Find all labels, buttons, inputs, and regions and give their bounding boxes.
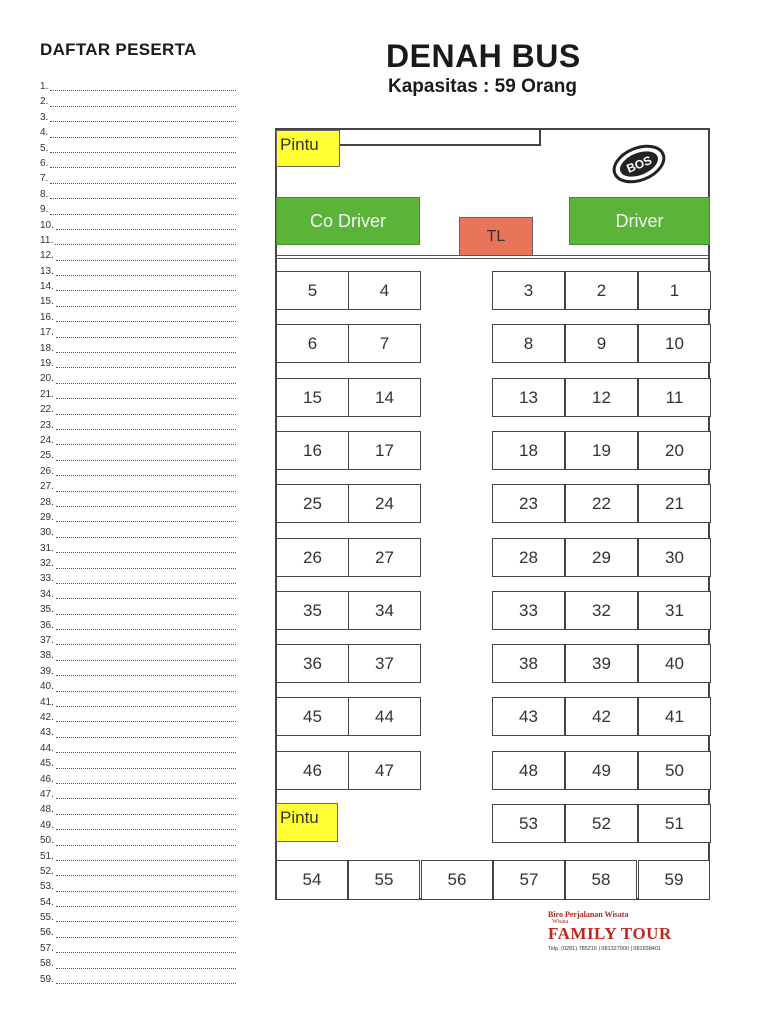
participant-number: 33.	[40, 573, 54, 585]
seat-47[interactable]: 47	[348, 751, 421, 790]
participant-name-line[interactable]	[56, 736, 236, 738]
seat-5[interactable]: 5	[276, 271, 349, 310]
participant-name-line[interactable]	[56, 505, 236, 507]
participant-name-line[interactable]	[56, 536, 236, 538]
seat-49[interactable]: 49	[565, 751, 638, 790]
participant-number: 42.	[40, 712, 54, 723]
participant-number: 19.	[40, 358, 54, 370]
participant-row	[40, 418, 236, 433]
participant-number: 37.	[40, 635, 54, 647]
seat-29[interactable]: 29	[565, 538, 638, 577]
participant-row	[40, 725, 236, 740]
participant-list	[40, 79, 236, 987]
seat-4[interactable]: 4	[348, 271, 421, 310]
participant-name-line[interactable]	[56, 490, 236, 492]
participant-number: 21.	[40, 388, 54, 400]
participant-name-line[interactable]	[56, 582, 236, 584]
participant-row	[40, 772, 236, 787]
seat-45[interactable]: 45	[276, 697, 349, 736]
capacity-subtitle: Kapasitas : 59 Orang	[388, 76, 578, 97]
participant-number: 3.	[40, 111, 49, 123]
page-title: DENAH BUS	[386, 38, 581, 74]
participant-number: 1.	[40, 80, 49, 92]
participant-number: 40.	[40, 681, 54, 693]
participant-number: 17.	[40, 327, 54, 339]
seat-16[interactable]: 16	[276, 431, 349, 470]
participant-name-line[interactable]	[56, 628, 236, 630]
participant-name-line[interactable]	[56, 459, 236, 461]
participant-row	[40, 618, 236, 633]
co-driver-seat[interactable]: Co Driver	[276, 197, 420, 245]
seat-11[interactable]: 11	[638, 378, 711, 417]
participant-row	[40, 741, 236, 756]
participant-row	[40, 864, 236, 879]
participant-row	[40, 402, 236, 417]
seat-2[interactable]: 2	[565, 271, 638, 310]
participant-number: 13.	[40, 265, 54, 277]
seat-23[interactable]: 23	[492, 484, 565, 523]
participant-name-line[interactable]	[56, 351, 236, 353]
participant-name-line[interactable]	[50, 120, 236, 122]
participant-number: 6.	[40, 157, 49, 169]
participant-row	[40, 264, 236, 279]
participant-number: 26.	[40, 465, 54, 477]
seat-26[interactable]: 26	[276, 538, 349, 577]
participant-row	[40, 110, 236, 125]
participant-number: 41.	[40, 696, 54, 708]
seat-44[interactable]: 44	[348, 697, 421, 736]
seat-43[interactable]: 43	[492, 697, 565, 736]
participant-name-line[interactable]	[56, 259, 236, 261]
participant-row	[40, 156, 236, 171]
participant-row	[40, 648, 236, 663]
participant-number: 10.	[40, 219, 54, 231]
participant-number: 4.	[40, 127, 49, 139]
participant-number: 29.	[40, 511, 54, 523]
seat-14[interactable]: 14	[348, 378, 421, 417]
participant-name-line[interactable]	[50, 105, 236, 107]
participant-row	[40, 279, 236, 294]
participant-number: 44.	[40, 742, 54, 754]
participant-number: 51.	[40, 850, 54, 862]
participant-row	[40, 587, 236, 602]
participant-number: 22.	[40, 404, 54, 416]
participant-name-line[interactable]	[56, 613, 236, 615]
participant-row	[40, 187, 236, 202]
participant-name-line[interactable]	[56, 274, 236, 276]
participant-name-line[interactable]	[56, 920, 236, 922]
steering-wheel-icon	[610, 140, 668, 188]
seat-7[interactable]: 7	[348, 324, 421, 363]
participant-number: 25.	[40, 450, 54, 462]
participant-row	[40, 341, 236, 356]
participant-name-line[interactable]	[56, 982, 236, 984]
seat-21[interactable]: 21	[638, 484, 711, 523]
participant-number: 50.	[40, 835, 54, 847]
participant-number: 30.	[40, 527, 54, 539]
participant-row	[40, 495, 236, 510]
participant-list-title: DAFTAR PESERTA	[40, 40, 197, 59]
participant-row	[40, 572, 236, 587]
participant-row	[40, 541, 236, 556]
seat-34[interactable]: 34	[348, 591, 421, 630]
participant-name-line[interactable]	[56, 828, 236, 830]
participant-row	[40, 233, 236, 248]
participant-number: 24.	[40, 434, 54, 446]
participant-name-line[interactable]	[56, 289, 236, 291]
participant-name-line[interactable]	[56, 551, 236, 553]
participant-name-line[interactable]	[56, 767, 236, 769]
participant-name-line[interactable]	[56, 597, 236, 599]
participant-number: 7.	[40, 173, 49, 185]
steering-wheel-label: BOS	[624, 153, 654, 176]
participant-name-line[interactable]	[56, 413, 236, 415]
seat-39[interactable]: 39	[565, 644, 638, 683]
seat-32[interactable]: 32	[565, 591, 638, 630]
seat-36[interactable]: 36	[276, 644, 349, 683]
seat-53[interactable]: 53	[492, 804, 565, 843]
seat-12[interactable]: 12	[565, 378, 638, 417]
participant-number: 27.	[40, 481, 54, 493]
seat-6[interactable]: 6	[276, 324, 349, 363]
participant-row	[40, 202, 236, 217]
participant-row	[40, 602, 236, 617]
seat-41[interactable]: 41	[638, 697, 711, 736]
participant-row	[40, 787, 236, 802]
participant-row	[40, 972, 236, 987]
participant-name-line[interactable]	[56, 305, 236, 307]
participant-row	[40, 218, 236, 233]
seat-13[interactable]: 13	[492, 378, 565, 417]
seat-59[interactable]: 59	[638, 860, 710, 900]
seat-52[interactable]: 52	[565, 804, 638, 843]
participant-number: 2.	[40, 96, 49, 108]
tour-leader-seat[interactable]: TL	[459, 217, 533, 256]
participant-number: 8.	[40, 188, 49, 200]
participant-row	[40, 879, 236, 894]
participant-row	[40, 356, 236, 371]
participant-row	[40, 633, 236, 648]
participant-row	[40, 371, 236, 386]
participant-row	[40, 294, 236, 309]
seat-38[interactable]: 38	[492, 644, 565, 683]
seat-35[interactable]: 35	[276, 591, 349, 630]
participant-number: 23.	[40, 419, 54, 431]
participant-number: 35.	[40, 604, 54, 616]
participant-name-line[interactable]	[56, 366, 236, 368]
participant-name-line[interactable]	[56, 844, 236, 846]
participant-row	[40, 556, 236, 571]
participant-number: 56.	[40, 927, 54, 939]
participant-name-line[interactable]	[56, 336, 236, 338]
participant-number: 53.	[40, 881, 54, 893]
participant-number: 58.	[40, 958, 54, 970]
driver-seat[interactable]: Driver	[569, 197, 710, 245]
participant-number: 31.	[40, 542, 54, 554]
participant-number: 59.	[40, 973, 54, 985]
seat-25[interactable]: 25	[276, 484, 349, 523]
participant-name-line[interactable]	[56, 859, 236, 861]
participant-name-line[interactable]	[56, 474, 236, 476]
seat-24[interactable]: 24	[348, 484, 421, 523]
participant-name-line[interactable]	[56, 520, 236, 522]
participant-row	[40, 956, 236, 971]
participant-number: 57.	[40, 942, 54, 954]
participant-name-line[interactable]	[50, 182, 236, 184]
participant-name-line[interactable]	[55, 243, 236, 245]
participant-number: 12.	[40, 250, 54, 262]
participant-row	[40, 679, 236, 694]
cabin-divider	[276, 255, 710, 256]
participant-row	[40, 910, 236, 925]
participant-name-line[interactable]	[56, 936, 236, 938]
company-logo	[548, 910, 708, 968]
participant-row	[40, 849, 236, 864]
participant-name-line[interactable]	[56, 382, 236, 384]
participant-name-line[interactable]	[56, 659, 236, 661]
participant-row	[40, 664, 236, 679]
participant-name-line[interactable]	[56, 905, 236, 907]
participant-row	[40, 125, 236, 140]
participant-number: 52.	[40, 865, 54, 877]
participant-number: 48.	[40, 804, 54, 816]
seat-22[interactable]: 22	[565, 484, 638, 523]
participant-name-line[interactable]	[56, 813, 236, 815]
participant-row	[40, 464, 236, 479]
participant-name-line[interactable]	[56, 320, 236, 322]
logo-brand: FAMILY TOUR	[548, 924, 672, 943]
participant-number: 45.	[40, 758, 54, 770]
logo-subtagline: Wisata	[552, 919, 569, 925]
participant-name-line[interactable]	[56, 890, 236, 892]
participant-name-line[interactable]	[56, 228, 236, 230]
participant-name-line[interactable]	[50, 197, 236, 199]
participant-name-line[interactable]	[56, 643, 236, 645]
participant-number: 28.	[40, 496, 54, 508]
participant-name-line[interactable]	[56, 720, 236, 722]
participant-row	[40, 94, 236, 109]
participant-name-line[interactable]	[56, 428, 236, 430]
participant-number: 36.	[40, 619, 54, 631]
logo-contact: Telp. (0281) 785216 | 081327000 | 081938401	[548, 946, 661, 952]
participant-row	[40, 310, 236, 325]
participant-number: 54.	[40, 896, 54, 908]
participant-number: 14.	[40, 281, 54, 293]
seat-58[interactable]: 58	[565, 860, 637, 900]
seat-33[interactable]: 33	[492, 591, 565, 630]
participant-number: 20.	[40, 373, 54, 385]
participant-number: 18.	[40, 342, 54, 354]
seat-57[interactable]: 57	[493, 860, 565, 900]
participant-row	[40, 941, 236, 956]
seat-10[interactable]: 10	[638, 324, 711, 363]
seat-28[interactable]: 28	[492, 538, 565, 577]
participant-number: 47.	[40, 788, 54, 800]
seat-56[interactable]: 56	[421, 860, 493, 900]
seat-15[interactable]: 15	[276, 378, 349, 417]
participant-number: 46.	[40, 773, 54, 785]
participant-row	[40, 510, 236, 525]
participant-number: 38.	[40, 650, 54, 662]
participant-name-line[interactable]	[56, 567, 236, 569]
participant-row	[40, 695, 236, 710]
participant-row	[40, 925, 236, 940]
seat-1[interactable]: 1	[638, 271, 711, 310]
participant-number: 43.	[40, 727, 54, 739]
participant-row	[40, 525, 236, 540]
participant-number: 11.	[40, 234, 54, 246]
seat-37[interactable]: 37	[348, 644, 421, 683]
participant-row	[40, 895, 236, 910]
seat-55[interactable]: 55	[348, 860, 420, 900]
participant-name-line[interactable]	[50, 166, 236, 168]
participant-row	[40, 325, 236, 340]
participant-row	[40, 479, 236, 494]
seat-50[interactable]: 50	[638, 751, 711, 790]
participant-number: 5.	[40, 142, 49, 154]
rear-door: Pintu	[276, 803, 338, 842]
participant-name-line[interactable]	[50, 213, 236, 215]
cabin-divider	[276, 258, 710, 259]
participant-name-line[interactable]	[56, 690, 236, 692]
participant-name-line[interactable]	[56, 705, 236, 707]
participant-number: 34.	[40, 588, 54, 600]
participant-row	[40, 248, 236, 263]
participant-row	[40, 710, 236, 725]
participant-row	[40, 448, 236, 463]
participant-name-line[interactable]	[56, 751, 236, 753]
participant-row	[40, 756, 236, 771]
participant-name-line[interactable]	[50, 89, 236, 91]
participant-number: 39.	[40, 665, 54, 677]
participant-row	[40, 433, 236, 448]
seat-40[interactable]: 40	[638, 644, 711, 683]
participant-name-line[interactable]	[56, 397, 236, 399]
seat-51[interactable]: 51	[638, 804, 711, 843]
seat-20[interactable]: 20	[638, 431, 711, 470]
seat-9[interactable]: 9	[565, 324, 638, 363]
participant-name-line[interactable]	[56, 967, 236, 969]
seat-19[interactable]: 19	[565, 431, 638, 470]
seat-8[interactable]: 8	[492, 324, 565, 363]
participant-row	[40, 818, 236, 833]
participant-name-line[interactable]	[56, 951, 236, 953]
participant-row	[40, 387, 236, 402]
participant-name-line[interactable]	[56, 797, 236, 799]
participant-number: 55.	[40, 912, 54, 924]
participant-row	[40, 802, 236, 817]
front-door: Pintu	[276, 130, 340, 167]
seat-27[interactable]: 27	[348, 538, 421, 577]
participant-number: 15.	[40, 296, 54, 308]
participant-name-line[interactable]	[56, 874, 236, 876]
seat-46[interactable]: 46	[276, 751, 349, 790]
seat-30[interactable]: 30	[638, 538, 711, 577]
participant-name-line[interactable]	[56, 443, 236, 445]
participant-number: 49.	[40, 819, 54, 831]
participant-number: 9.	[40, 204, 49, 216]
seat-3[interactable]: 3	[492, 271, 565, 310]
seat-17[interactable]: 17	[348, 431, 421, 470]
participant-name-line[interactable]	[50, 136, 236, 138]
front-door-divider	[340, 130, 541, 146]
seat-18[interactable]: 18	[492, 431, 565, 470]
seat-48[interactable]: 48	[492, 751, 565, 790]
participant-name-line[interactable]	[56, 782, 236, 784]
seat-42[interactable]: 42	[565, 697, 638, 736]
seat-31[interactable]: 31	[638, 591, 711, 630]
logo-tagline: Biro Perjalanan Wisata	[548, 910, 629, 919]
participant-number: 32.	[40, 558, 54, 570]
participant-name-line[interactable]	[56, 674, 236, 676]
participant-row	[40, 171, 236, 186]
seat-54[interactable]: 54	[276, 860, 348, 900]
participant-row	[40, 141, 236, 156]
participant-row	[40, 79, 236, 94]
participant-name-line[interactable]	[50, 151, 236, 153]
participant-number: 16.	[40, 311, 54, 323]
participant-row	[40, 833, 236, 848]
